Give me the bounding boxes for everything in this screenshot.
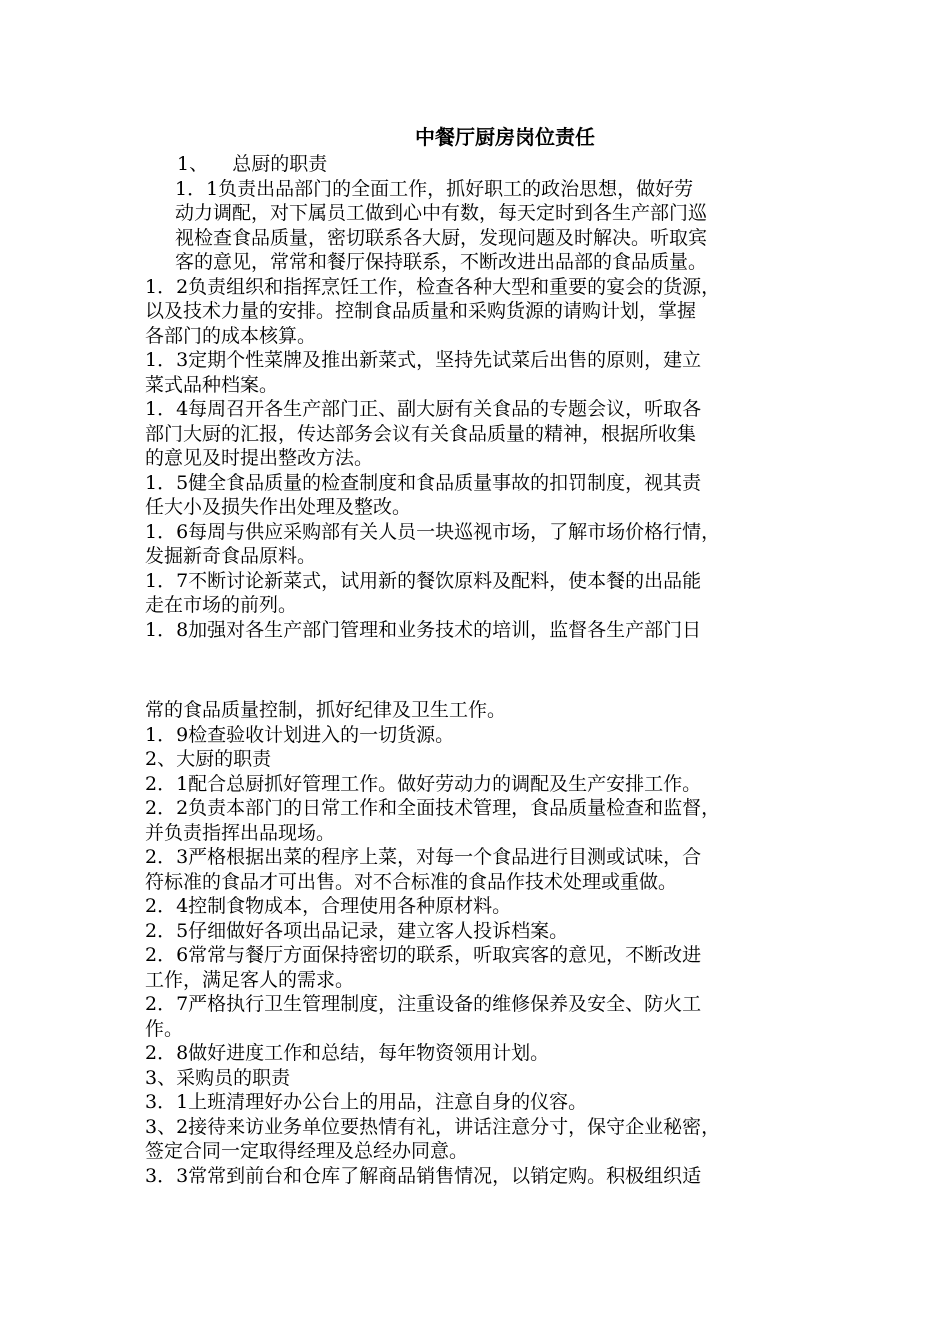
paragraph-line: 作。 <box>145 1017 184 1040</box>
paragraph-line: 1．9检查验收计划进入的一切货源。 <box>145 723 455 746</box>
paragraph-line: 客的意见，常常和餐厅保持联系，不断改进出品部的食品质量。 <box>175 251 708 273</box>
paragraph-line: 3、2接待来访业务单位要热情有礼，讲话注意分寸，保守企业秘密， <box>145 1115 721 1138</box>
paragraph-line: 1．8加强对各生产部门管理和业务技术的培训，监督各生产部门日 <box>145 618 702 641</box>
paragraph-line: 1．7不断讨论新菜式，试用新的餐饮原料及配料，使本餐的出品能 <box>145 569 702 592</box>
paragraph-line: 3．1上班清理好办公台上的用品，注意自身的仪容。 <box>145 1091 588 1113</box>
section-heading-sous-chef: 2、大厨的职责 <box>145 748 272 770</box>
paragraph-line: 2．2负责本部门的日常工作和全面技术管理，食品质量检查和监督， <box>145 797 721 819</box>
paragraph-line: 1．3定期个性菜牌及推出新菜式，坚持先试菜后出售的原则，建立 <box>145 349 702 371</box>
document-title: 中餐厅厨房岗位责任 <box>415 125 595 149</box>
paragraph-line: 2．3严格根据出菜的程序上菜，对每一个食品进行目测或试味，合 <box>145 846 702 868</box>
paragraph-line: 工作，满足客人的需求。 <box>145 968 355 991</box>
paragraph-line: 2．1配合总厨抓好管理工作。做好劳动力的调配及生产安排工作。 <box>145 772 702 795</box>
paragraph-line: 签定合同一定取得经理及总经办同意。 <box>145 1140 469 1162</box>
paragraph-line: 1．6每周与供应采购部有关人员一块巡视市场，了解市场价格行情， <box>145 520 721 543</box>
paragraph-line: 常的食品质量控制，抓好纪律及卫生工作。 <box>145 699 507 721</box>
paragraph-line: 任大小及损失作出处理及整改。 <box>145 496 412 518</box>
section-heading-head-chef: 1、 总厨的职责 <box>177 153 328 175</box>
paragraph-line: 菜式品种档案。 <box>145 373 279 396</box>
paragraph-line: 发掘新奇食品原料。 <box>145 545 317 567</box>
paragraph-line: 1．4每周召开各生产部门正、副大厨有关食品的专题会议，听取各 <box>145 398 702 420</box>
paragraph-line: 2．8做好进度工作和总结，每年物资领用计划。 <box>145 1042 550 1064</box>
paragraph-line: 以及技术力量的安排。控制食品质量和采购货源的请购计划，掌握 <box>145 300 697 322</box>
paragraph-line: 的意见及时提出整改方法。 <box>145 447 374 469</box>
paragraph-line: 2．6常常与餐厅方面保持密切的联系，听取宾客的意见，不断改进 <box>145 944 702 966</box>
paragraph-line: 动力调配，对下属员工做到心中有数，每天定时到各生产部门巡 <box>175 202 708 224</box>
paragraph-line: 2．7严格执行卫生管理制度，注重设备的维修保养及安全、防火工 <box>145 993 702 1015</box>
paragraph-line: 部门大厨的汇报，传达部务会议有关食品质量的精神，根据所收集 <box>145 422 697 445</box>
paragraph-line: 1．1负责出品部门的全面工作，抓好职工的政治思想，做好劳 <box>175 177 694 200</box>
paragraph-line: 2．5仔细做好各项出品记录，建立客人投诉档案。 <box>145 919 569 942</box>
paragraph-line: 1．5健全食品质量的检查制度和食品质量事故的扣罚制度，视其责 <box>145 471 702 494</box>
paragraph-line: 走在市场的前列。 <box>145 594 298 616</box>
paragraph-line: 视检查食品质量，密切联系各大厨，发现问题及时解决。听取宾 <box>175 226 708 249</box>
paragraph-line: 并负责指挥出品现场。 <box>145 821 336 844</box>
paragraph-line: 1．2负责组织和指挥烹饪工作，检查各种大型和重要的宴会的货源， <box>145 275 721 298</box>
document-page <box>145 122 835 1188</box>
paragraph-line: 符标准的食品才可出售。对不合标准的食品作技术处理或重做。 <box>145 870 678 893</box>
paragraph-line: 2．4控制食物成本，合理使用各种原材料。 <box>145 895 512 917</box>
paragraph-line: 各部门的成本核算。 <box>145 324 317 347</box>
page-break-gap <box>145 642 835 698</box>
section-heading-purchaser: 3、采购员的职责 <box>145 1066 291 1089</box>
paragraph-line: 3．3常常到前台和仓库了解商品销售情况，以销定购。积极组织适 <box>145 1164 702 1187</box>
